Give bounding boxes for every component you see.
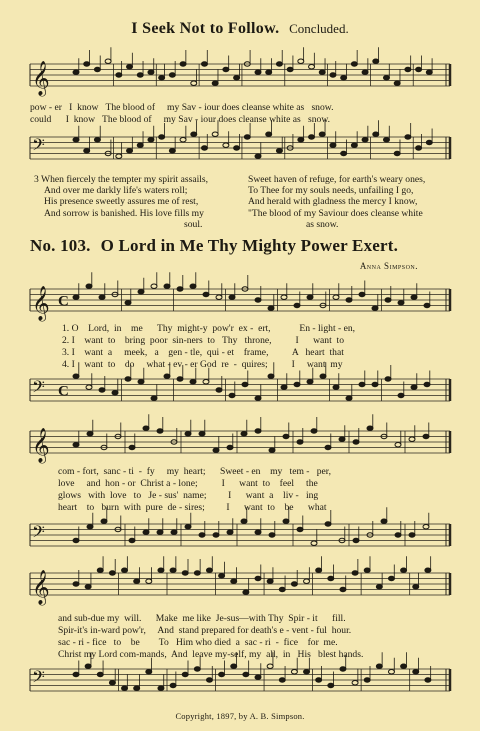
- note-head: [351, 62, 357, 66]
- note-head: [409, 533, 415, 537]
- note-head: [73, 374, 79, 378]
- hymn1-bass-staff: [0, 131, 480, 165]
- note-head: [199, 432, 205, 436]
- note-head: [185, 432, 191, 436]
- verse3-left: [34, 174, 208, 230]
- note-head: [423, 525, 429, 529]
- note-head: [101, 519, 107, 523]
- note-head: [177, 287, 183, 291]
- bass-clef-icon: 𝄢: [32, 134, 45, 159]
- note-head: [394, 81, 400, 85]
- note-head: [116, 73, 122, 77]
- note-head: [234, 76, 240, 80]
- note-head: [291, 670, 297, 674]
- note-head: [276, 62, 282, 66]
- note-head: [255, 154, 261, 158]
- note-head: [171, 530, 177, 534]
- note-head: [281, 385, 287, 389]
- note-head: [216, 295, 222, 299]
- note-head: [85, 585, 91, 589]
- note-head: [362, 70, 368, 74]
- note-head: [85, 664, 91, 668]
- system1-lyric-1: 1. O Lord, in me Thy might-y pow'r ex - ert, En - light - en,: [62, 323, 356, 334]
- note-head: [203, 292, 209, 296]
- note-head: [346, 396, 352, 400]
- note-head: [353, 440, 359, 444]
- note-head: [169, 73, 175, 77]
- note-head: [194, 571, 200, 575]
- note-head: [151, 284, 157, 288]
- note-head: [159, 76, 165, 80]
- note-head: [320, 374, 326, 378]
- note-head: [229, 393, 235, 397]
- note-head: [73, 538, 79, 542]
- note-head: [151, 396, 157, 400]
- note-head: [241, 432, 247, 436]
- note-head: [122, 568, 128, 572]
- verse3-left-line: soul.: [184, 218, 203, 230]
- note-head: [212, 81, 218, 85]
- note-head: [383, 138, 389, 142]
- note-head: [325, 522, 331, 526]
- note-head: [122, 686, 128, 690]
- note-head: [99, 295, 105, 299]
- note-head: [287, 67, 293, 71]
- note-head: [241, 519, 247, 523]
- note-head: [298, 138, 304, 142]
- note-head: [398, 301, 404, 305]
- note-head: [352, 681, 358, 685]
- hymn2-number: No. 103.: [30, 236, 91, 255]
- note-head: [351, 143, 357, 147]
- note-head: [425, 678, 431, 682]
- note-head: [376, 664, 382, 668]
- hymn2-heading: [30, 236, 398, 256]
- note-head: [381, 519, 387, 523]
- verse3-right: [248, 174, 425, 230]
- note-head: [170, 683, 176, 687]
- note-head: [125, 377, 131, 381]
- note-head: [416, 67, 422, 71]
- note-head: [383, 76, 389, 80]
- note-head: [388, 670, 394, 674]
- note-head: [297, 440, 303, 444]
- note-head: [426, 70, 432, 74]
- note-head: [146, 579, 152, 583]
- note-head: [255, 70, 261, 74]
- note-head: [319, 132, 325, 136]
- note-head: [423, 434, 429, 438]
- note-head: [269, 533, 275, 537]
- verse3-left-line: His presence sweetly assures me of rest,: [44, 196, 199, 208]
- note-head: [409, 437, 415, 441]
- note-head: [201, 62, 207, 66]
- system3-lyric-3: sac - ri - fice to be To Him who died a sac - ri - fice for me.: [58, 637, 338, 648]
- note-head: [223, 143, 229, 147]
- system3-treble-staff: [0, 567, 480, 605]
- note-head: [219, 672, 225, 676]
- system3-lyric-2: Spir-it's in-ward pow'r, And stand prepared for death's e - vent - ful hour.: [58, 625, 352, 636]
- note-head: [223, 67, 229, 71]
- note-head: [341, 151, 347, 155]
- note-head: [170, 568, 176, 572]
- note-head: [385, 377, 391, 381]
- note-head: [373, 132, 379, 136]
- note-head: [395, 533, 401, 537]
- verse3-left-line: 3 When fiercely the tempter my spirit assails,: [34, 174, 209, 185]
- note-head: [116, 154, 122, 158]
- note-head: [394, 151, 400, 155]
- note-head: [401, 568, 407, 572]
- note-head: [359, 292, 365, 296]
- verse3-left-line: And sorrow is banished. His love fills my: [44, 207, 204, 219]
- note-head: [294, 303, 300, 307]
- note-head: [411, 385, 417, 389]
- hymn1-treble-staff: [0, 58, 480, 96]
- note-head: [268, 374, 274, 378]
- note-head: [227, 530, 233, 534]
- note-head: [416, 146, 422, 150]
- note-head: [206, 568, 212, 572]
- note-head: [340, 667, 346, 671]
- common-time-icon: C: [58, 293, 69, 310]
- note-head: [319, 70, 325, 74]
- system3-lyric-4: Christ my Lord com-mands, And leave my-self, my all, in His blest hands.: [58, 649, 364, 660]
- note-head: [330, 143, 336, 147]
- bass-clef-icon: 𝄢: [32, 666, 45, 691]
- note-head: [213, 448, 219, 452]
- note-head: [255, 576, 261, 580]
- note-head: [244, 135, 250, 139]
- note-head: [328, 683, 334, 687]
- note-head: [177, 377, 183, 381]
- note-head: [182, 672, 188, 676]
- note-head: [94, 138, 100, 142]
- bass-clef-icon: 𝄢: [32, 521, 45, 546]
- note-head: [267, 579, 273, 583]
- system2-lyric-3: glows with love to Je - sus' name; I want a liv - ing: [58, 490, 319, 501]
- note-head: [359, 382, 365, 386]
- hymn1-lyric-line-2: could I know The blood of my Sav - iour does cleanse white as snow.: [30, 114, 331, 125]
- note-head: [311, 429, 317, 433]
- note-head: [129, 538, 135, 542]
- verse3-right-line: as snow.: [306, 218, 339, 230]
- note-head: [255, 396, 261, 400]
- note-head: [413, 670, 419, 674]
- system1-lyric-3: 3. I want a meek, a gen - tle, qui - et frame, A heart that: [62, 347, 344, 358]
- note-head: [73, 138, 79, 142]
- note-head: [73, 443, 79, 447]
- system2-lyric-1: com - fort, sanc - ti - fy my heart; Sweet - en my tem - per,: [58, 466, 331, 477]
- note-head: [231, 579, 237, 583]
- note-head: [231, 664, 237, 668]
- note-head: [243, 590, 249, 594]
- note-head: [201, 146, 207, 150]
- note-head: [73, 582, 79, 586]
- note-head: [212, 132, 218, 136]
- note-head: [309, 135, 315, 139]
- note-head: [426, 140, 432, 144]
- note-head: [158, 568, 164, 572]
- note-head: [216, 388, 222, 392]
- note-head: [157, 429, 163, 433]
- note-head: [73, 295, 79, 299]
- note-head: [234, 146, 240, 150]
- note-head: [143, 530, 149, 534]
- note-head: [191, 81, 197, 85]
- note-head: [125, 301, 131, 305]
- note-head: [352, 571, 358, 575]
- note-head: [255, 675, 261, 679]
- note-head: [203, 380, 209, 384]
- note-head: [395, 443, 401, 447]
- note-head: [97, 568, 103, 572]
- note-head: [330, 73, 336, 77]
- note-head: [138, 290, 144, 294]
- note-head: [291, 582, 297, 586]
- note-head: [86, 385, 92, 389]
- hymn2-title: O Lord in Me Thy Mighty Power Exert.: [100, 236, 399, 255]
- note-head: [372, 306, 378, 310]
- note-head: [255, 298, 261, 302]
- note-head: [206, 678, 212, 682]
- note-head: [190, 284, 196, 288]
- note-head: [169, 149, 175, 153]
- note-head: [269, 448, 275, 452]
- note-head: [227, 445, 233, 449]
- note-head: [73, 672, 79, 676]
- note-head: [307, 380, 313, 384]
- system2-lyric-4: heart to burn with pure de - sires; I want to be what: [58, 502, 327, 513]
- note-head: [353, 538, 359, 542]
- verse3-right-line: To Thee for my souls needs, unfailing I go,: [248, 185, 414, 197]
- verse3-right-line: "The blood of my Saviour does cleanse white: [248, 207, 423, 219]
- verse3-right-line: And herald with gladness the mercy I know,: [248, 196, 418, 208]
- note-head: [401, 664, 407, 668]
- note-head: [372, 382, 378, 386]
- system3-lyric-1: and sub-due my will. Make me like Je-sus—with Thy Spir - it fill.: [58, 613, 346, 624]
- system1-treble-staff: [0, 283, 480, 321]
- note-head: [297, 527, 303, 531]
- system2-treble-staff: [0, 425, 480, 463]
- note-head: [424, 382, 430, 386]
- note-head: [87, 525, 93, 529]
- note-head: [333, 295, 339, 299]
- bass-clef-icon: 𝄢: [32, 376, 45, 401]
- note-head: [276, 149, 282, 153]
- system2-lyric-2: love and hon - or Christ a - lone; I want to feel the: [58, 478, 318, 489]
- note-head: [138, 380, 144, 384]
- note-head: [191, 132, 197, 136]
- note-head: [346, 298, 352, 302]
- note-head: [159, 135, 165, 139]
- note-head: [99, 388, 105, 392]
- note-head: [129, 445, 135, 449]
- note-head: [255, 429, 261, 433]
- note-head: [294, 382, 300, 386]
- hymn1-title: I Seek Not to Follow.: [131, 20, 280, 37]
- note-head: [283, 519, 289, 523]
- note-head: [127, 149, 133, 153]
- note-head: [388, 576, 394, 580]
- note-head: [84, 62, 90, 66]
- note-head: [143, 426, 149, 430]
- note-head: [73, 70, 79, 74]
- note-head: [190, 380, 196, 384]
- note-head: [86, 284, 92, 288]
- system2-bass-staff: [0, 518, 480, 552]
- treble-clef-icon: 𝄞: [32, 286, 50, 321]
- treble-clef-icon: 𝄞: [32, 570, 50, 605]
- note-head: [164, 284, 170, 288]
- note-head: [180, 138, 186, 142]
- note-head: [424, 303, 430, 307]
- note-head: [109, 681, 115, 685]
- note-head: [199, 533, 205, 537]
- note-head: [311, 541, 317, 545]
- note-head: [134, 686, 140, 690]
- note-head: [194, 667, 200, 671]
- note-head: [364, 678, 370, 682]
- note-head: [307, 295, 313, 299]
- note-head: [137, 73, 143, 77]
- system3-bass-staff: [0, 663, 480, 697]
- note-head: [164, 374, 170, 378]
- note-head: [213, 533, 219, 537]
- note-head: [376, 585, 382, 589]
- note-head: [304, 670, 310, 674]
- note-head: [180, 62, 186, 66]
- note-head: [87, 432, 93, 436]
- note-head: [279, 678, 285, 682]
- note-head: [373, 59, 379, 63]
- note-head: [266, 70, 272, 74]
- note-head: [229, 295, 235, 299]
- note-head: [283, 434, 289, 438]
- note-head: [148, 138, 154, 142]
- system1-lyric-4: 4. I want to do what - ev - er God re - quires; I want my: [62, 359, 343, 370]
- note-head: [268, 306, 274, 310]
- note-head: [267, 664, 273, 668]
- note-head: [341, 76, 347, 80]
- note-head: [328, 576, 334, 580]
- note-head: [367, 426, 373, 430]
- note-head: [158, 686, 164, 690]
- note-head: [182, 571, 188, 575]
- note-head: [157, 530, 163, 534]
- note-head: [298, 59, 304, 63]
- note-head: [97, 672, 103, 676]
- hymn2-author: Anna Simpson.: [359, 261, 418, 271]
- note-head: [94, 67, 100, 71]
- note-head: [340, 587, 346, 591]
- note-head: [316, 568, 322, 572]
- note-head: [281, 295, 287, 299]
- note-head: [137, 143, 143, 147]
- copyright-notice: Copyright, 1897, by A. B. Simpson.: [175, 711, 305, 721]
- note-head: [134, 579, 140, 583]
- note-head: [84, 149, 90, 153]
- note-head: [185, 525, 191, 529]
- hymn1-concluded: Concluded.: [289, 21, 349, 36]
- note-head: [316, 678, 322, 682]
- note-head: [127, 65, 133, 69]
- note-head: [148, 70, 154, 74]
- note-head: [405, 67, 411, 71]
- note-head: [219, 574, 225, 578]
- note-head: [146, 670, 152, 674]
- verse3-right-line: Sweet haven of refuge, for earth's weary ones,: [248, 174, 426, 185]
- note-head: [364, 568, 370, 572]
- hymn1-heading: [0, 20, 480, 38]
- hymn1-lyric-line-1: pow - er I know The blood of my Sav - iour does cleanse white as snow.: [30, 102, 334, 113]
- note-head: [362, 138, 368, 142]
- note-head: [405, 135, 411, 139]
- note-head: [398, 393, 404, 397]
- note-head: [105, 59, 111, 63]
- note-head: [333, 385, 339, 389]
- note-head: [325, 445, 331, 449]
- note-head: [309, 65, 315, 69]
- note-head: [112, 391, 118, 395]
- treble-clef-icon: 𝄞: [32, 61, 50, 96]
- note-head: [413, 585, 419, 589]
- treble-clef-icon: 𝄞: [32, 428, 50, 463]
- note-head: [242, 382, 248, 386]
- note-head: [411, 295, 417, 299]
- verse3-left-line: And over me darkly life's waters roll;: [44, 185, 188, 197]
- system1-bass-staff: [0, 373, 480, 407]
- note-head: [243, 672, 249, 676]
- system1-lyric-2: 2. I want to bring poor sin-ners to Thy throne, I want to: [62, 335, 345, 346]
- common-time-icon: C: [58, 383, 69, 400]
- note-head: [266, 132, 272, 136]
- note-head: [304, 579, 310, 583]
- note-head: [255, 530, 261, 534]
- note-head: [109, 571, 115, 575]
- note-head: [339, 437, 345, 441]
- note-head: [425, 568, 431, 572]
- note-head: [279, 587, 285, 591]
- note-head: [385, 298, 391, 302]
